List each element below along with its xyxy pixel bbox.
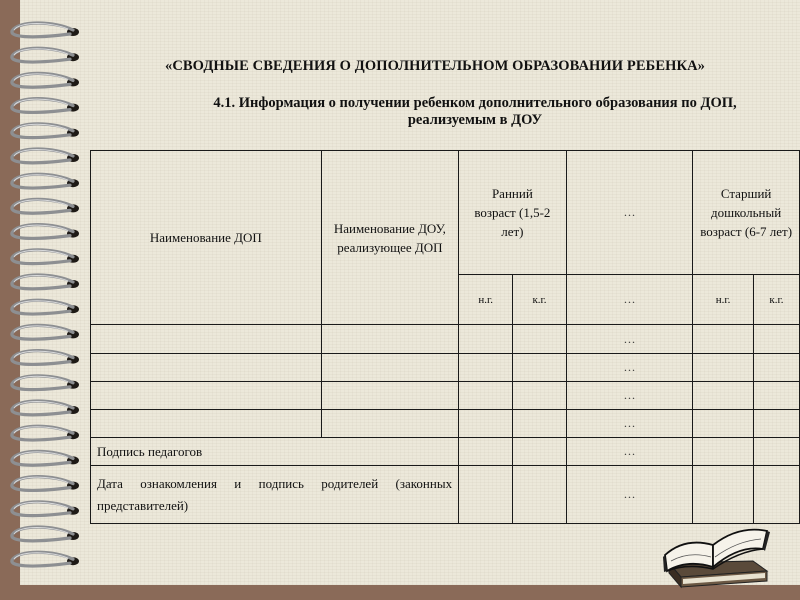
header-ellipsis: …: [566, 151, 693, 275]
section-heading-line2: реализуемым в ДОУ: [407, 112, 543, 128]
subheader-ellipsis: …: [566, 275, 693, 325]
header-early-age: Ранний возраст (1,5-2 лет): [459, 151, 567, 275]
section-heading: [110, 95, 760, 129]
ellipsis-cell: …: [566, 354, 693, 382]
table-row: [91, 382, 800, 410]
ellipsis-cell: …: [566, 382, 693, 410]
ellipsis-cell: …: [566, 466, 693, 524]
header-senior-age: Старший дошкольный возраст (6-7 лет): [693, 151, 800, 275]
page-title: «СВОДНЫЕ СВЕДЕНИЯ О ДОПОЛНИТЕЛЬНОМ ОБРАЗОВАНИИ РЕБЕНКА»: [164, 58, 706, 74]
subheader-end-year: к.г.: [753, 275, 799, 325]
header-dou-name: Наименование ДОУ, реализующее ДОП: [321, 151, 458, 325]
header-dop-name: Наименование ДОП: [91, 151, 322, 325]
ellipsis-cell: …: [566, 438, 693, 466]
parents-signature-label: Дата ознакомления и подпись родителей (законных представителей): [91, 466, 459, 524]
subheader-end-year: к.г.: [513, 275, 566, 325]
teachers-signature-label: Подпись педагогов: [91, 438, 459, 466]
subheader-start-year: н.г.: [693, 275, 754, 325]
ellipsis-cell: …: [566, 325, 693, 354]
summary-table: [90, 150, 800, 524]
section-heading-line1: 4.1. Информация о получении ребенком дополнительного образования по ДОП,: [213, 95, 737, 111]
subheader-start-year: н.г.: [459, 275, 513, 325]
table-row: [91, 354, 800, 382]
table-row: [91, 438, 800, 466]
open-book-icon: [655, 505, 775, 590]
table-row: [91, 325, 800, 354]
ellipsis-cell: …: [566, 410, 693, 438]
table-row: [91, 410, 800, 438]
